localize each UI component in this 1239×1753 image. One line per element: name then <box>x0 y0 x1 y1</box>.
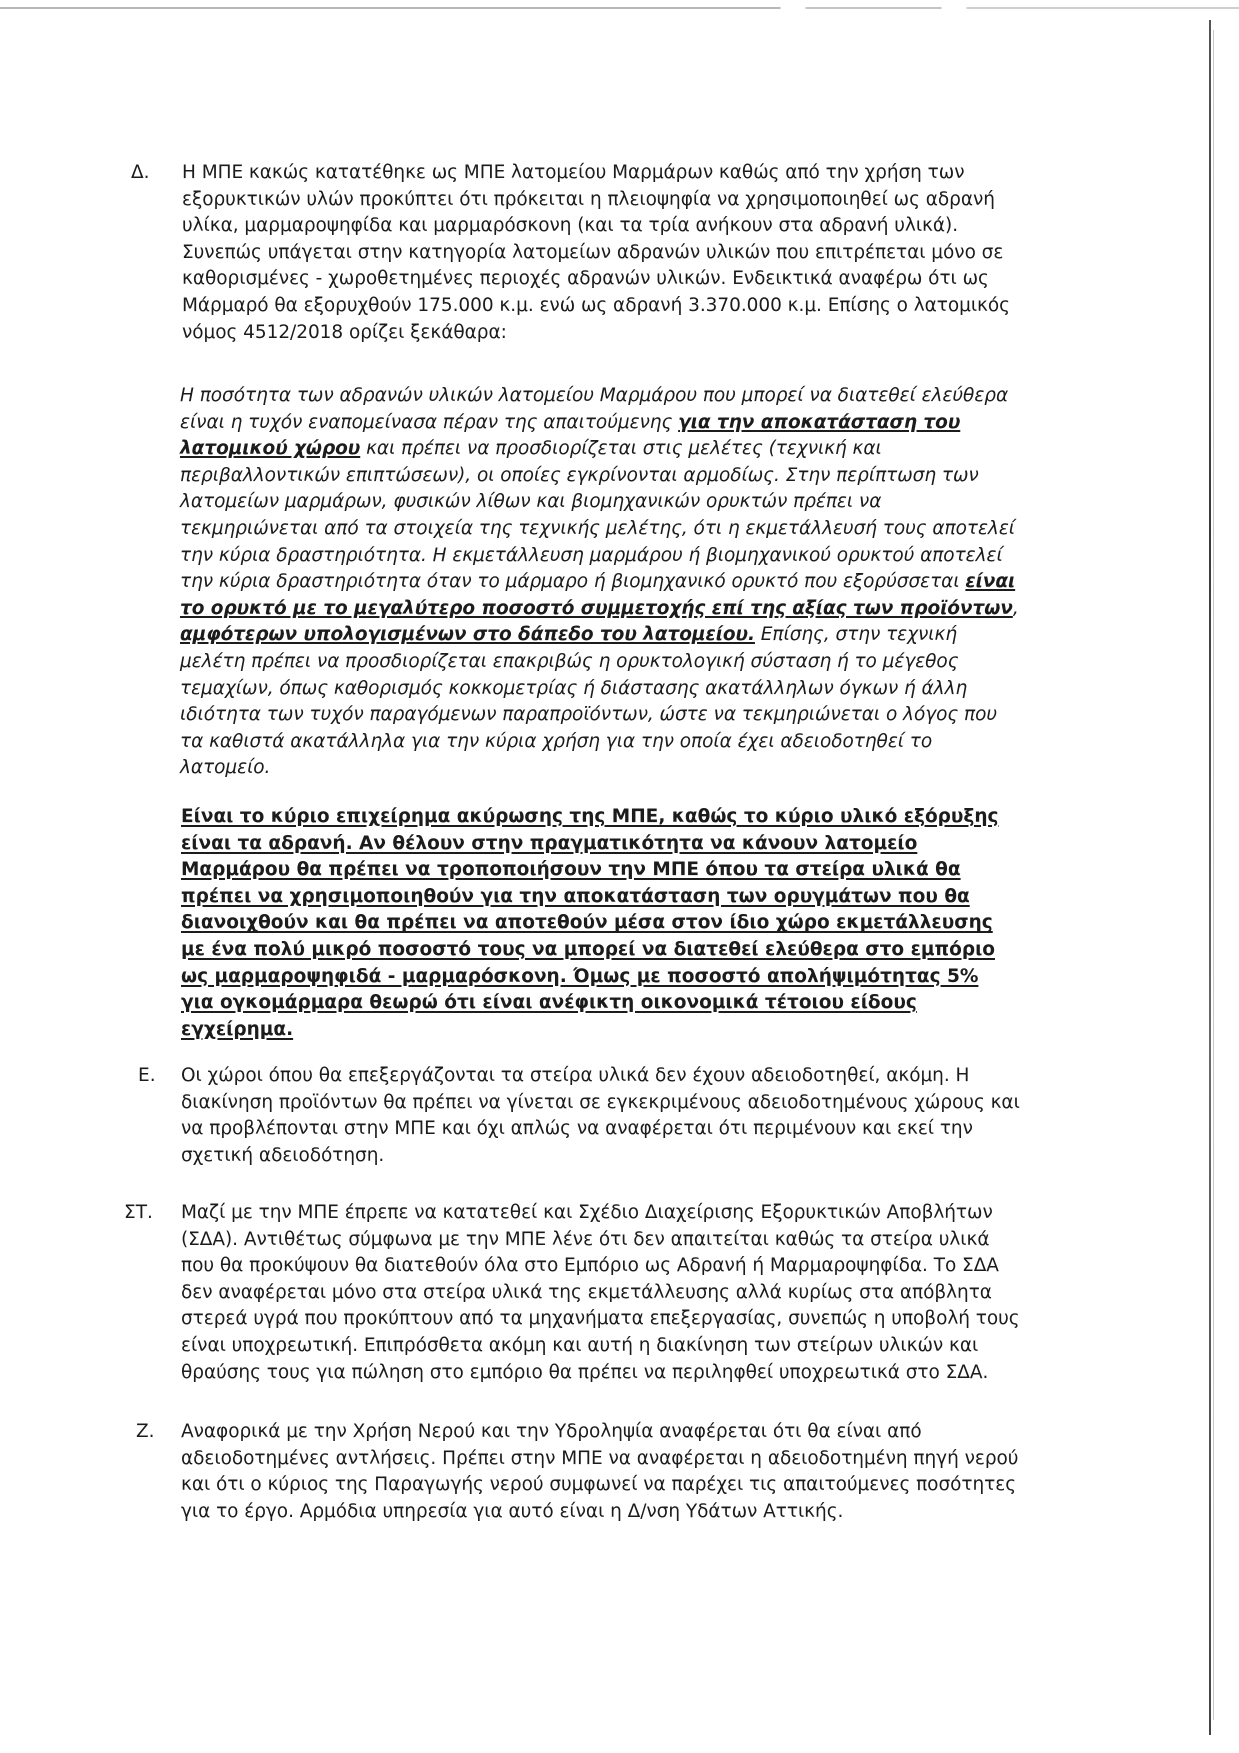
scan-edge-right-faint <box>1213 30 1214 1720</box>
law-quote-part-4: Επίσης, στην τεχνική μελέτη πρέπει να προσδιορίζεται επακριβώς η ορυκτολογική σύσταση ή το μέγεθος τεμαχίων, όπως καθορισμός κοκκομετρίας ή διάστασης ακατάλληλων όγκων ή άλλη ιδιότητα των τυχόν παραγόμενων παραπροϊόντων, ώστε να τεκμηριώνεται ο λόγος που τα καθιστά ακατάλληλα για την κύρια χρήση για την οποία έχει αδειοδοτηθεί το λατομείο. <box>180 624 998 779</box>
section-d <box>182 160 1018 346</box>
main-argument <box>181 804 1015 1043</box>
scan-edge-top <box>0 7 1239 9</box>
scan-edge-right <box>1209 20 1211 1735</box>
section-d-text: Η ΜΠΕ κακώς κατατέθηκε ως ΜΠΕ λατομείου Μαρμάρων καθώς από την χρήση των εξορυκτικών υλών προκύπτει ότι πρόκειται η πλειοψηφία να χρησιμοποιηθεί ως αδρανή υλίκα, μαρμαροψηφίδα και μαρμαρόσκονη (και τα τρία ανήκουν στα αδρανή υλικά). Συνεπώς υπάγεται στην κατηγορία λατομείων αδρανών υλικών που επιτρέπεται μόνο σε καθορισμένες - χωροθετημένες περιοχές αδρανών υλικών. Ενδεικτικά αναφέρω ότι ως Μάρμαρό θα εξορυχθούν 175.000 κ.μ. ενώ ως αδρανή 3.370.000 κ.μ. Επίσης ο λατομικός νόμος 4512/2018 ορίζει ξεκάθαρα: <box>182 162 1010 343</box>
section-z <box>181 1419 1021 1525</box>
law-quote-emphasis-3: αμφότερων υπολογισμένων στο δάπεδο του λατομείου. <box>180 624 755 646</box>
section-st <box>181 1200 1021 1386</box>
section-z-marker: Ζ. <box>136 1421 155 1442</box>
law-quote-part-1: Η ποσότητα των αδρανών υλικών λατομείου Μαρμάρου που μπορεί να διατεθεί ελεύθερα είναι η τυχόν εναπομείνασα πέραν της απαιτούμενης <box>180 385 1009 433</box>
section-z-text: Αναφορικά με την Χρήση Νερού και την Υδροληψία αναφέρεται ότι θα είναι από αδειοδοτημένες αντλήσεις. Πρέπει στην ΜΠΕ να αναφέρεται η αδειοδοτημένη πηγή νερού και ότι ο κύριος της Παραγωγής νερού συμφωνεί να παρέχει τις απαιτούμενες ποσότητες για το έργο. Αρμόδια υπηρεσία για αυτό είναι η Δ/νση Υδάτων Αττικής. <box>181 1421 1019 1522</box>
law-quote <box>180 383 1022 782</box>
section-st-text: Μαζί με την ΜΠΕ έπρεπε να κατατεθεί και Σχέδιο Διαχείρισης Εξορυκτικών Αποβλήτων (ΣΔΑ). Αντιθέτως σύμφωνα με την ΜΠΕ λένε ότι δεν απαιτείται καθώς τα στείρα υλικά που θα προκύψουν θα διατεθούν όλα στο Εμπόριο ως Αδρανή ή Μαρμαροψηφίδα. Το ΣΔΑ δεν αναφέρεται μόνο στα στείρα υλικά της εκμετάλλευσης αλλά κυρίως στα απόβλητα στερεά υγρά που προκύπτουν από τα μηχανήματα επεξεργασίας, συνεπώς η υποβολή τους είναι υποχρεωτική. Επιπρόσθετα ακόμη και αυτή η διακίνηση των στείρων υλικών και θραύσης τους για πώληση στο εμπόριο θα πρέπει να περιληφθεί υποχρεωτικά στο ΣΔΑ. <box>181 1202 1020 1383</box>
law-quote-part-3: , <box>1012 597 1019 619</box>
law-quote-part-2: και πρέπει να προσδιορίζεται στις μελέτες (τεχνική και περιβαλλοντικών επιπτώσεων), οι οποίες εγκρίνονται αρμοδίως. Στην περίπτωση των λατομείων μαρμάρων, φυσικών λίθων και βιομηχανικών ορυκτών πρέπει να τεκμηριώνεται από τα στοιχεία της τεχνικής μελέτης, ότι η εκμετάλλευσή τους αποτελεί την κύρια δραστηριότητα. Η εκμετάλλευση μαρμάρου ή βιομηχανικού ορυκτού αποτελεί την κύρια δραστηριότητα όταν το μάρμαρο ή βιομηχανικό ορυκτό που εξορύσσεται <box>180 438 1015 593</box>
law-quote-emphasis-2: είναι το ορυκτό με το μεγαλύτερο ποσοστό συμμετοχής επί της αξίας των προϊόντων <box>180 571 1016 619</box>
section-e-marker: Ε. <box>138 1065 156 1086</box>
section-st-marker: ΣΤ. <box>124 1202 153 1223</box>
section-e-text: Οι χώροι όπου θα επεξεργάζονται τα στείρα υλικά δεν έχουν αδειοδοτηθεί, ακόμη. Η διακίνηση προϊόντων θα πρέπει να γίνεται σε εγκεκριμένους αδειοδοτημένους χώρους και να προβλέπονται στην ΜΠΕ και όχι απλώς να αναφέρεται ότι περιμένουν και εκεί την σχετική αδειοδότηση. <box>181 1065 1020 1166</box>
law-quote-emphasis-1: για την αποκατάσταση του λατομικού χώρου <box>180 411 961 460</box>
law-quote-text <box>180 383 1022 782</box>
main-argument-text: Είναι το κύριο επιχείρημα ακύρωσης της ΜΠΕ, καθώς το κύριο υλικό εξόρυξης είναι τα αδρανή. Αν θέλουν στην πραγματικότητα να κάνουν λατομείο Μαρμάρου θα πρέπει να τροποποιήσουν την ΜΠΕ όπου τα στείρα υλικά θα πρέπει να χρησιμοποιηθούν για την αποκατάσταση των ορυγμάτων που θα διανοιχθούν και θα πρέπει να αποτεθούν μέσα στον ίδιο χώρο εκμετάλλευσης με ένα πολύ μικρό ποσοστό τους να μπορεί να διατεθεί ελεύθερα στο εμπόριο ως μαρμαροψηφιδά - μαρμαρόσκονη. Όμως με ποσοστό απολήψιμότητας 5% για ογκομάρμαρα θεωρώ ότι είναι ανέφικτη οικονομικά τέτοιου είδους εγχείρημα. <box>181 806 999 1040</box>
section-d-marker: Δ. <box>131 162 150 183</box>
section-e <box>181 1063 1021 1169</box>
